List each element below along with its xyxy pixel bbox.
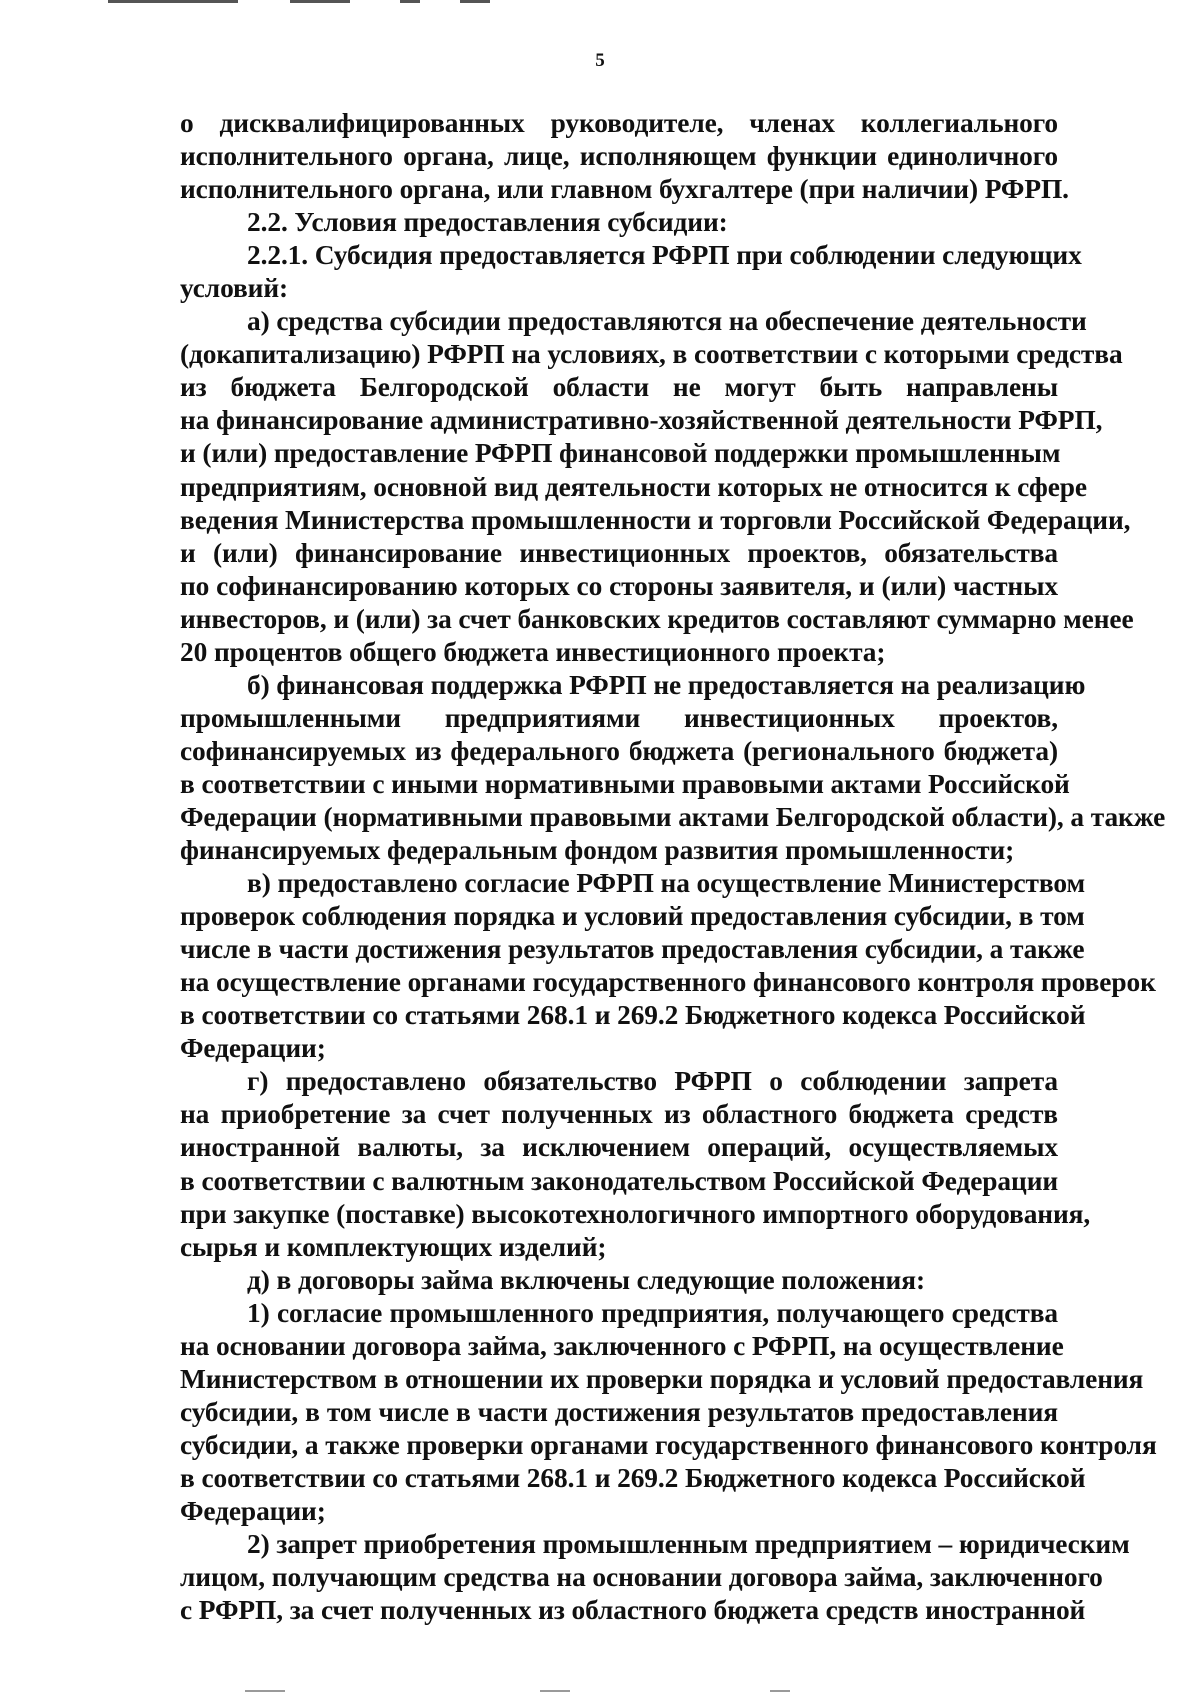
text-line: условий: xyxy=(180,273,289,304)
scan-artifact xyxy=(400,0,420,3)
text-line: д) в договоры займа включены следующие положения: xyxy=(247,1264,925,1295)
text-line: на приобретение за счет полученных из областного бюджета средств xyxy=(180,1099,1058,1130)
text-line: Федерации (нормативными правовыми актами Белгородской области), а также xyxy=(180,801,1166,832)
page-number: 5 xyxy=(595,50,605,71)
text-line: в соответствии с валютным законодательством Российской Федерации xyxy=(180,1165,1059,1196)
text-line: Федерации; xyxy=(180,1033,326,1064)
text-line: 2) запрет приобретения промышленным предприятием – юридическим xyxy=(247,1529,1130,1560)
scan-artifact xyxy=(460,0,490,3)
text-line: числе в части достижения результатов предоставления субсидии, а также xyxy=(180,934,1085,965)
text-line: б) финансовая поддержка РФРП не предоставляется на реализацию xyxy=(247,669,1086,700)
text-line: при закупке (поставке) высокотехнологичного импортного оборудования, xyxy=(180,1198,1091,1229)
text-line: в соответствии с иными нормативными правовыми актами Российской xyxy=(180,768,1070,799)
text-line: исполнительного органа, или главном бухгалтере (при наличии) РФРП. xyxy=(180,174,1069,205)
text-line: 2.2.1. Субсидия предоставляется РФРП при соблюдении следующих xyxy=(247,240,1082,271)
text-line: (докапитализацию) РФРП на условиях, в соответствии с которыми средства xyxy=(180,339,1123,370)
scan-artifact xyxy=(108,0,238,3)
text-line: г) предоставлено обязательство РФРП о соблюдении запрета xyxy=(247,1066,1058,1097)
text-line: ведения Министерства промышленности и торговли Российской Федерации, xyxy=(180,504,1131,535)
text-line: о дисквалифицированных руководителе, членах коллегиального xyxy=(180,108,1058,138)
text-line: субсидии, в том числе в части достижения результатов предоставления xyxy=(180,1396,1058,1427)
text-line: инвесторов, и (или) за счет банковских кредитов составляют суммарно менее xyxy=(180,603,1134,634)
text-line: по софинансированию которых со стороны заявителя, и (или) частных xyxy=(180,570,1058,601)
text-line: с РФРП, за счет полученных из областного бюджета средств иностранной xyxy=(180,1595,1086,1626)
text-line: финансируемых федеральным фондом развития промышленности; xyxy=(180,835,1015,866)
text-line: 2.2. Условия предоставления субсидии: xyxy=(247,207,728,238)
text-line: из бюджета Белгородской области не могут быть направлены xyxy=(180,372,1058,403)
scan-artifact xyxy=(540,1690,570,1692)
text-line: в соответствии со статьями 268.1 и 269.2 Бюджетного кодекса Российской xyxy=(180,1462,1086,1493)
text-line: на осуществление органами государственного финансового контроля проверок xyxy=(180,967,1156,998)
text-line: на основании договора займа, заключенного с РФРП, на осуществление xyxy=(180,1330,1064,1361)
scan-artifact xyxy=(770,1690,790,1692)
text-line: и (или) предоставление РФРП финансовой поддержки промышленным xyxy=(180,438,1061,469)
text-line: иностранной валюты, за исключением операций, осуществляемых xyxy=(180,1132,1058,1163)
text-line: Министерством в отношении их проверки порядка и условий предоставления xyxy=(180,1363,1144,1394)
text-line: субсидии, а также проверки органами государственного финансового контроля xyxy=(180,1429,1157,1460)
scan-artifact xyxy=(290,0,350,3)
text-line: в соответствии со статьями 268.1 и 269.2 Бюджетного кодекса Российской xyxy=(180,1000,1086,1031)
text-line: софинансируемых из федерального бюджета (регионального бюджета) xyxy=(180,735,1058,766)
text-line: и (или) финансирование инвестиционных проектов, обязательства xyxy=(180,537,1058,568)
text-line: на финансирование административно-хозяйственной деятельности РФРП, xyxy=(180,405,1103,436)
text-line: в) предоставлено согласие РФРП на осуществление Министерством xyxy=(247,868,1086,899)
text-line: предприятиям, основной вид деятельности которых не относится к сфере xyxy=(180,471,1087,502)
text-line: проверок соблюдения порядка и условий предоставления субсидии, в том xyxy=(180,901,1085,932)
scan-artifact xyxy=(245,1690,285,1692)
text-line: лицом, получающим средства на основании договора займа, заключенного xyxy=(180,1562,1103,1593)
text-line: сырья и комплектующих изделий; xyxy=(180,1231,607,1262)
text-line: Федерации; xyxy=(180,1495,326,1526)
text-line: а) средства субсидии предоставляются на обеспечение деятельности xyxy=(247,306,1087,337)
text-line: 1) согласие промышленного предприятия, получающего средства xyxy=(247,1297,1058,1328)
text-line: исполнительного органа, лице, исполняющем функции единоличного xyxy=(180,141,1058,172)
text-line: 20 процентов общего бюджета инвестиционного проекта; xyxy=(180,636,886,667)
document-body xyxy=(180,107,1166,1627)
text-line: промышленными предприятиями инвестиционных проектов, xyxy=(180,702,1058,733)
